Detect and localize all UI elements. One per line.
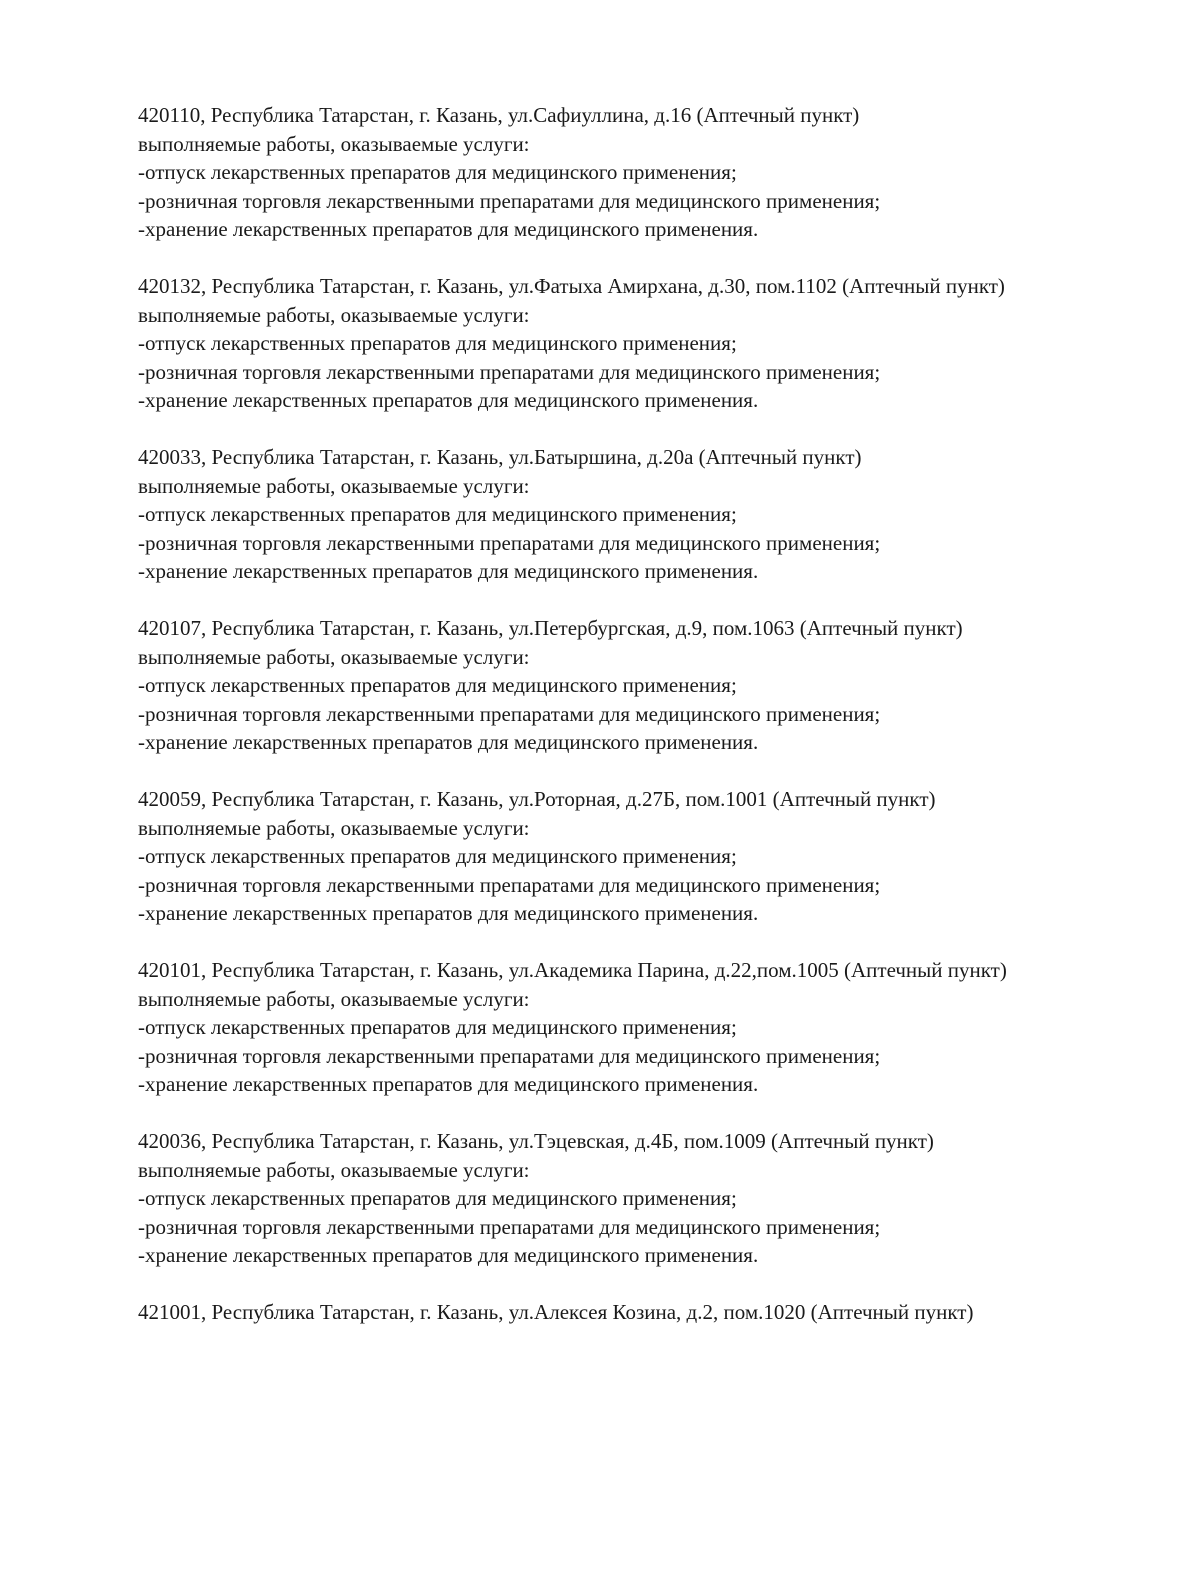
services-header: выполняемые работы, оказываемые услуги: — [138, 131, 530, 156]
service-item: -отпуск лекарственных препаратов для медицинского применения; — [138, 1015, 737, 1039]
pharmacy-entry — [138, 614, 1138, 757]
service-item: -хранение лекарственных препаратов для медицинского применения. — [138, 388, 759, 412]
service-item: -розничная торговля лекарственными препаратами для медицинского применения; — [138, 188, 881, 213]
service-item: -хранение лекарственных препаратов для медицинского применения. — [138, 1072, 759, 1096]
services-header: выполняемые работы, оказываемые услуги: — [138, 986, 530, 1011]
services-header: выполняемые работы, оказываемые услуги: — [138, 473, 530, 498]
pharmacy-entry — [138, 785, 1138, 928]
service-item: -розничная торговля лекарственными препаратами для медицинского применения; — [138, 1043, 881, 1068]
pharmacy-entry — [138, 443, 1138, 586]
service-item: -розничная торговля лекарственными препаратами для медицинского применения; — [138, 701, 881, 726]
services-header: выполняемые работы, оказываемые услуги: — [138, 302, 530, 327]
pharmacy-entry — [138, 101, 1138, 244]
pharmacy-entry — [138, 1298, 1138, 1327]
service-item: -хранение лекарственных препаратов для медицинского применения. — [138, 559, 759, 583]
pharmacy-address: 420036, Республика Татарстан, г. Казань, ул.Тэцевская, д.4Б, пом.1009 (Аптечный пункт) — [138, 1129, 934, 1153]
service-item: -розничная торговля лекарственными препаратами для медицинского применения; — [138, 530, 881, 555]
services-header: выполняемые работы, оказываемые услуги: — [138, 815, 530, 840]
service-item: -хранение лекарственных препаратов для медицинского применения. — [138, 1243, 759, 1267]
service-item: -розничная торговля лекарственными препаратами для медицинского применения; — [138, 359, 881, 384]
service-item: -отпуск лекарственных препаратов для медицинского применения; — [138, 1186, 737, 1210]
service-item: -хранение лекарственных препаратов для медицинского применения. — [138, 730, 759, 754]
pharmacy-entry — [138, 1127, 1138, 1270]
document-page — [138, 101, 1138, 1355]
pharmacy-address: 420107, Республика Татарстан, г. Казань, ул.Петербургская, д.9, пом.1063 (Аптечный пункт) — [138, 616, 963, 640]
services-header: выполняемые работы, оказываемые услуги: — [138, 644, 530, 669]
pharmacy-address: 420110, Республика Татарстан, г. Казань, ул.Сафиуллина, д.16 (Аптечный пункт) — [138, 103, 860, 127]
pharmacy-address: 420101, Республика Татарстан, г. Казань, ул.Академика Парина, д.22,пом.1005 (Аптечный пункт) — [138, 958, 1007, 982]
service-item: -отпуск лекарственных препаратов для медицинского применения; — [138, 502, 737, 526]
pharmacy-address: 420059, Республика Татарстан, г. Казань, ул.Роторная, д.27Б, пом.1001 (Аптечный пункт) — [138, 787, 936, 811]
service-item: -розничная торговля лекарственными препаратами для медицинского применения; — [138, 1214, 881, 1239]
services-header: выполняемые работы, оказываемые услуги: — [138, 1157, 530, 1182]
service-item: -отпуск лекарственных препаратов для медицинского применения; — [138, 673, 737, 697]
pharmacy-address: 420033, Республика Татарстан, г. Казань, ул.Батыршина, д.20а (Аптечный пункт) — [138, 445, 862, 469]
service-item: -хранение лекарственных препаратов для медицинского применения. — [138, 217, 759, 241]
service-item: -отпуск лекарственных препаратов для медицинского применения; — [138, 844, 737, 868]
service-item: -отпуск лекарственных препаратов для медицинского применения; — [138, 331, 737, 355]
pharmacy-address: 420132, Республика Татарстан, г. Казань, ул.Фатыха Амирхана, д.30, пом.1102 (Аптечный пункт) — [138, 274, 1005, 298]
pharmacy-entry — [138, 272, 1138, 415]
service-item: -отпуск лекарственных препаратов для медицинского применения; — [138, 160, 737, 184]
service-item: -хранение лекарственных препаратов для медицинского применения. — [138, 901, 759, 925]
pharmacy-entry — [138, 956, 1138, 1099]
service-item: -розничная торговля лекарственными препаратами для медицинского применения; — [138, 872, 881, 897]
pharmacy-address: 421001, Республика Татарстан, г. Казань, ул.Алексея Козина, д.2, пом.1020 (Аптечный пункт) — [138, 1300, 974, 1324]
